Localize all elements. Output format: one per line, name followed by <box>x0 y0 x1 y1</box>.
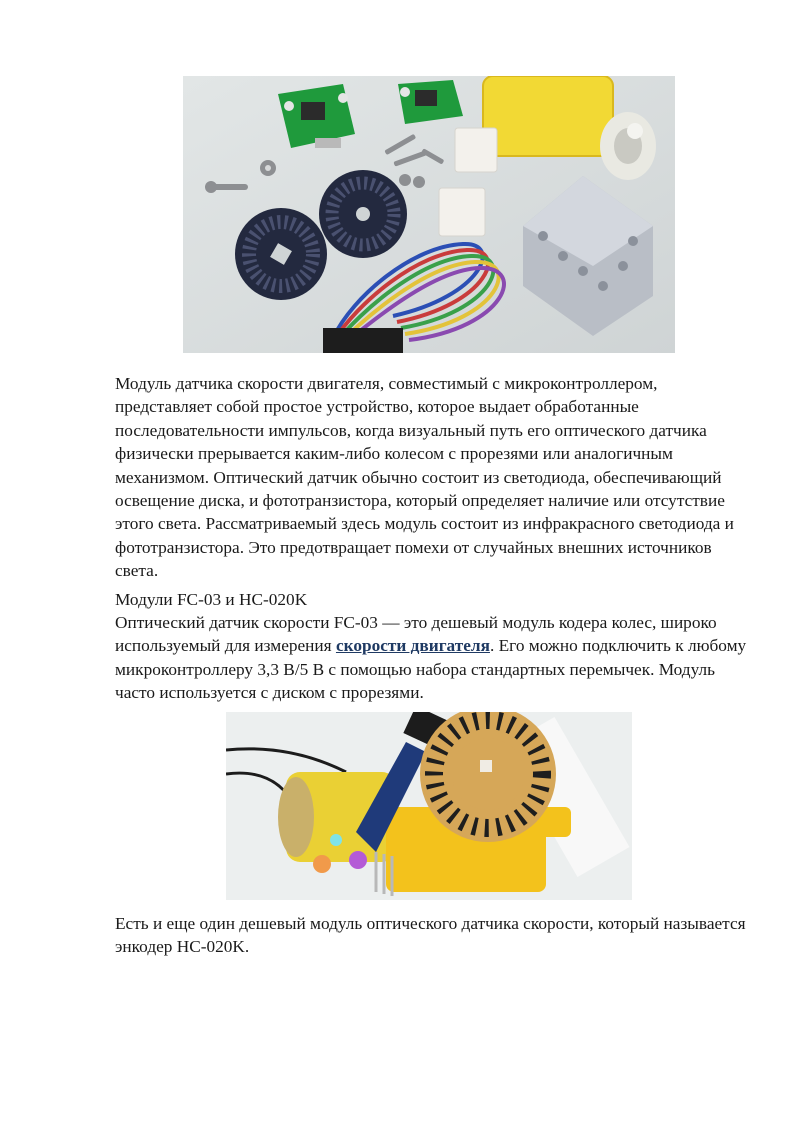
fc03-text-start: Оптический датчик скорости FC-03 — это дешевый модуль кодера колес, широко используемый для измерения <box>115 613 717 656</box>
hc020k-paragraph: Есть и еще один дешевый модуль оптического датчика скорости, который называется энкодер HC-020K. <box>115 914 746 957</box>
fc03-module-photo <box>226 712 632 900</box>
encoder-disc-image <box>319 170 407 258</box>
sensor-kit-photo <box>183 76 675 353</box>
fc03-paragraph <box>115 611 755 705</box>
intro-paragraph: Модуль датчика скорости двигателя, совместимый с микроконтроллером, представляет собой простое устройство, которое выдает обработанные последовательности импульсов, когда визуальный путь его оптического датчика физически прерывается каким-либо колесом с прорезями или аналогичным механизмом. Оптический датчик обычно состоит из светодиода, обеспечивающий освещение диска, и фототранзистора, который определяет наличие или отсутствие этого света. Рассматриваемый здесь модуль состоит из инфракрасного светодиода и фототранзистора. Это предотвращает помехи от случайных внешних источников света. <box>115 374 734 581</box>
section-heading: Модули FC-03 и HC-020K <box>115 590 308 609</box>
fc03-text-end: . Его можно подключить к любому микроконтроллеру 3,3 В/5 В с помощью набора стандартных перемычек. Модуль часто используется с диском с прорезями. <box>115 636 747 703</box>
motor-speed-link[interactable]: скорости двигателя <box>335 636 490 656</box>
slotted-disc-image <box>420 712 556 842</box>
encoder-disc-image <box>235 208 327 300</box>
